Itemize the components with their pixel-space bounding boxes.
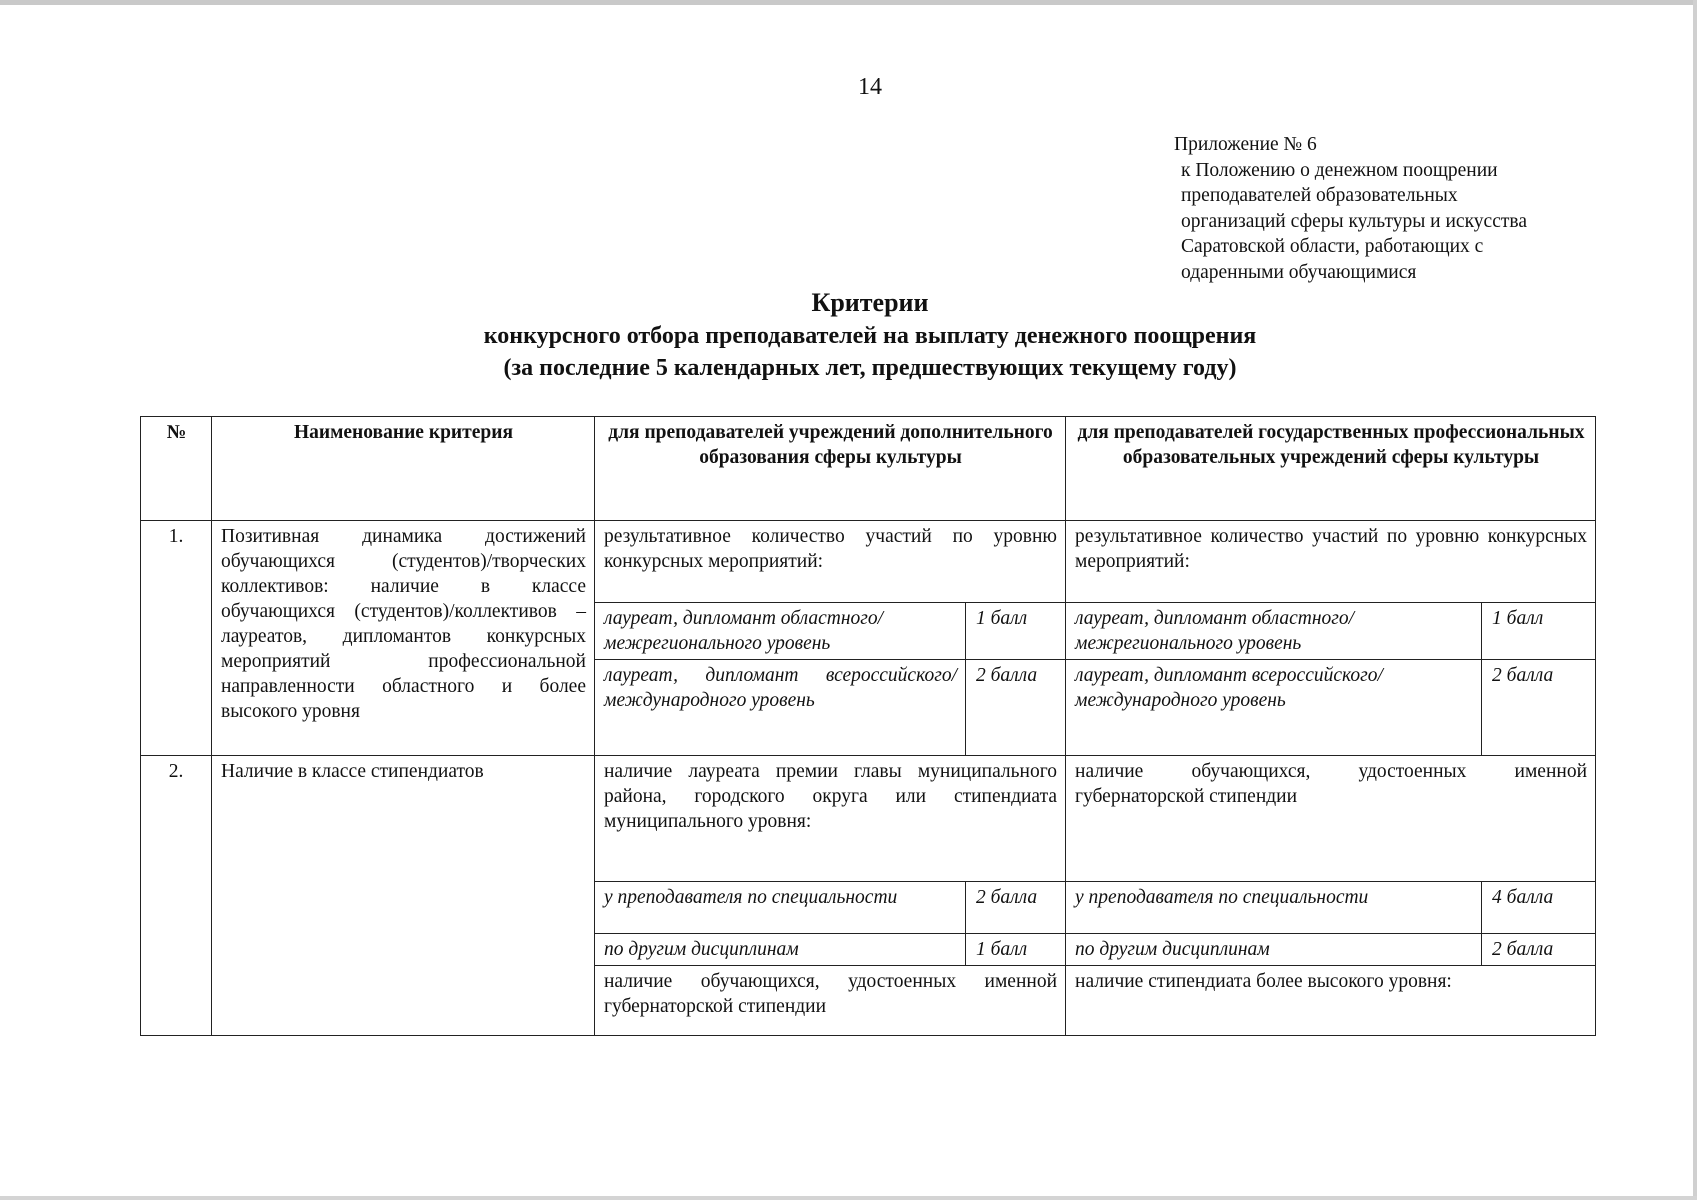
annex-line: преподавателей образовательных: [1181, 185, 1458, 206]
title-line-2: конкурсного отбора преподавателей на выплату денежного поощрения: [483, 323, 1257, 349]
option-points: 2 балла: [1482, 934, 1596, 966]
option-points: 2 балла: [966, 660, 1066, 756]
table-row: [141, 521, 1596, 603]
option-label: лауреат, дипломант всероссийского/международного уровень: [595, 660, 966, 756]
annex-block: [1173, 132, 1527, 285]
annex-line: одаренными обучающимися: [1181, 261, 1417, 283]
col-a-intro: результативное количество участий по уровню конкурсных мероприятий:: [595, 521, 1066, 603]
row-number: 2.: [141, 756, 212, 1036]
option-label: лауреат, дипломант областного/ межрегионального уровень: [1066, 603, 1482, 660]
col-a-intro: наличие лауреата премии главы муниципального района, городского округа или стипендиата муниципального уровня:: [595, 756, 1066, 882]
header-col-additional-education: для преподавателей учреждений дополнительного образования сферы культуры: [595, 417, 1066, 521]
col-b-intro: результативное количество участий по уровню конкурсных мероприятий:: [1066, 521, 1596, 603]
page-number: 14: [858, 74, 882, 100]
annex-line: Саратовской области, работающих с: [1181, 236, 1484, 257]
option-label: лауреат, дипломант областного/ межрегионального уровень: [595, 603, 966, 660]
row-number: 1.: [141, 521, 212, 756]
table-header-row: [141, 417, 1596, 521]
scan-edge-right: [1693, 0, 1697, 1200]
option-points: 1 балл: [966, 934, 1066, 966]
criterion-text: Наличие в классе стипендиатов: [212, 756, 595, 1036]
annex-line: организаций сферы культуры и искусства: [1181, 210, 1527, 232]
header-criterion-name: Наименование критерия: [212, 417, 595, 521]
col-b-intro: наличие обучающихся, удостоенных именной губернаторской стипендии: [1066, 756, 1596, 882]
scan-edge-top: [0, 0, 1697, 5]
annex-body: [1173, 158, 1527, 286]
option-label: у преподавателя по специальности: [595, 882, 966, 934]
criteria-table: [140, 416, 1596, 1036]
option-label: лауреат, дипломант всероссийского/международного уровень: [1066, 660, 1482, 756]
col-a-outro: наличие обучающихся, удостоенных именной губернаторской стипендии: [595, 966, 1066, 1036]
header-num: №: [141, 417, 212, 521]
title-line-3: (за последние 5 календарных лет, предшествующих текущему году): [503, 355, 1237, 381]
option-label: у преподавателя по специальности: [1066, 882, 1482, 934]
document-title: [0, 286, 1697, 384]
annex-title: Приложение № 6: [1174, 134, 1317, 155]
option-points: 2 балла: [966, 882, 1066, 934]
criterion-text: Позитивная динамика достижений обучающихся (студентов)/творческих коллективов: наличие в классе обучающихся (студентов)/коллективов – лауреатов, дипломантов конкурсных мероприятий профессиональной направленности областного и более высокого уровня: [212, 521, 595, 756]
title-main: Критерии: [811, 288, 929, 317]
scan-edge-bottom: [0, 1196, 1697, 1200]
table-row: [141, 756, 1596, 882]
annex-line: к Положению о денежном поощрении: [1181, 159, 1498, 181]
option-points: 4 балла: [1482, 882, 1596, 934]
option-points: 1 балл: [966, 603, 1066, 660]
option-points: 2 балла: [1482, 660, 1596, 756]
col-b-outro: наличие стипендиата более высокого уровня:: [1066, 966, 1596, 1036]
option-label: по другим дисциплинам: [595, 934, 966, 966]
option-points: 1 балл: [1482, 603, 1596, 660]
option-label: по другим дисциплинам: [1066, 934, 1482, 966]
header-col-professional-institutions: для преподавателей государственных профессиональных образовательных учреждений сферы культуры: [1066, 417, 1596, 521]
